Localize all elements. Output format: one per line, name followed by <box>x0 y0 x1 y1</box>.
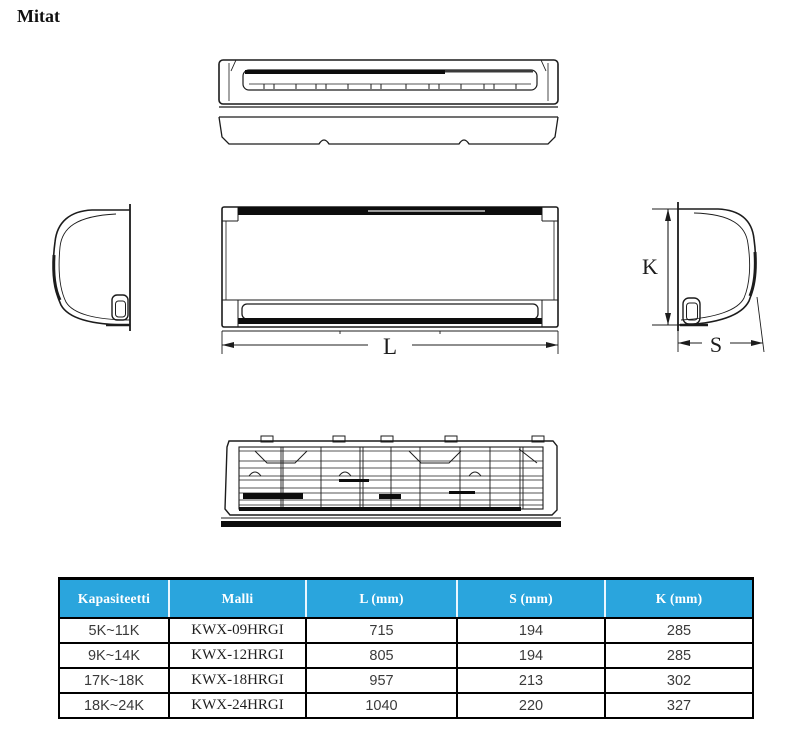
column-header-length: L (mm) <box>306 579 457 619</box>
cell-height: 302 <box>605 668 753 693</box>
air-outlet-louver <box>222 300 558 327</box>
cell-length: 715 <box>306 618 457 643</box>
depth-dimension <box>678 297 764 357</box>
column-header-depth: S (mm) <box>457 579 605 619</box>
depth-dimension-label: S <box>709 332 723 357</box>
page-title: Mitat <box>17 6 60 26</box>
length-dimension-label: L <box>382 334 398 359</box>
unit-top-face <box>219 60 558 104</box>
side-profile <box>53 204 130 331</box>
column-header-height: K (mm) <box>605 579 753 619</box>
cell-height: 327 <box>605 693 753 718</box>
height-dimension-label: K <box>642 254 658 279</box>
cell-depth: 194 <box>457 618 605 643</box>
table-row <box>59 618 753 643</box>
side-profile <box>678 202 756 331</box>
cell-model: KWX-24HRGI <box>169 693 306 718</box>
height-dimension <box>642 209 682 325</box>
cell-capacity: 18K~24K <box>59 693 169 718</box>
right-side-view-drawing <box>636 194 772 366</box>
unit-top-skirt <box>219 107 558 144</box>
air-inlet-grille <box>238 207 542 215</box>
dimensions-table <box>58 577 752 719</box>
cell-length: 805 <box>306 643 457 668</box>
mounting-plate <box>221 436 561 527</box>
cell-depth: 220 <box>457 693 605 718</box>
table-row <box>59 693 753 718</box>
cell-model: KWX-12HRGI <box>169 643 306 668</box>
cell-length: 957 <box>306 668 457 693</box>
column-header-model: Malli <box>169 579 306 619</box>
cell-depth: 213 <box>457 668 605 693</box>
front-view-drawing <box>210 196 570 368</box>
table-header-row <box>59 579 753 619</box>
cell-depth: 194 <box>457 643 605 668</box>
column-header-capacity: Kapasiteetti <box>59 579 169 619</box>
table-row <box>59 668 753 693</box>
unit-front-body <box>222 207 558 334</box>
cell-length: 1040 <box>306 693 457 718</box>
bottom-view-drawing <box>219 433 563 533</box>
top-view-drawing <box>216 57 561 147</box>
cell-capacity: 17K~18K <box>59 668 169 693</box>
cell-capacity: 9K~14K <box>59 643 169 668</box>
cell-capacity: 5K~11K <box>59 618 169 643</box>
outlet-flap-detail <box>112 295 128 320</box>
length-dimension <box>222 331 558 359</box>
cell-height: 285 <box>605 643 753 668</box>
cell-model: KWX-09HRGI <box>169 618 306 643</box>
cell-height: 285 <box>605 618 753 643</box>
left-side-view-drawing <box>46 200 138 335</box>
table-row <box>59 643 753 668</box>
cell-model: KWX-18HRGI <box>169 668 306 693</box>
